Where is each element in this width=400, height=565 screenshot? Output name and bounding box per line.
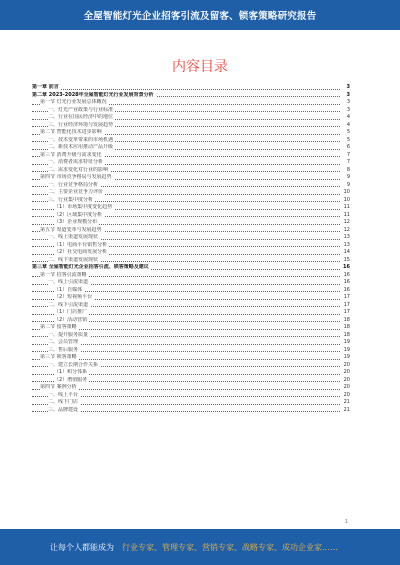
toc-entry-page: 13 bbox=[343, 234, 350, 240]
toc-entry[interactable] bbox=[32, 84, 350, 92]
toc-entry-text: （1）积分体系 bbox=[54, 369, 88, 375]
toc-entry-text: 第三节 锁客策略 bbox=[40, 354, 77, 360]
toc-entry[interactable] bbox=[32, 242, 350, 250]
toc-entry[interactable] bbox=[32, 219, 350, 227]
toc-entry-text: 二、线下引流渠道 bbox=[48, 301, 89, 308]
toc-entry-text: 三、售后服务 bbox=[48, 346, 79, 353]
toc-entry[interactable] bbox=[32, 354, 350, 362]
toc-entry-text: 第二章 2023-2028年全屋智能灯光行业发展背景分析 bbox=[32, 91, 154, 98]
toc-entry-page: 18 bbox=[343, 324, 350, 330]
toc-leader-dots bbox=[32, 89, 340, 90]
toc-entry-page: 20 bbox=[343, 384, 350, 390]
report-title: 全屋智能灯光企业招客引流及留客、锁客策略研究报告 bbox=[83, 11, 317, 22]
toc-entry[interactable] bbox=[32, 317, 350, 325]
toc-entry[interactable] bbox=[32, 249, 350, 257]
toc-entry-page: 16 bbox=[343, 286, 350, 293]
toc-entry-page: 19 bbox=[343, 354, 350, 360]
footer-slogan: 让每个人都能成为 bbox=[50, 542, 114, 552]
toc-entry-page: 17 bbox=[343, 301, 350, 308]
toc-entry[interactable] bbox=[32, 114, 350, 122]
toc-entry-page: 15 bbox=[343, 256, 350, 263]
toc-entry[interactable] bbox=[32, 107, 350, 115]
toc-entry-text: 二、需求变化对行业的影响 bbox=[48, 166, 109, 173]
toc-entry[interactable] bbox=[32, 272, 350, 280]
toc-entry[interactable] bbox=[32, 324, 350, 332]
toc-entry-text: 一、灯光产业政策与行业标准 bbox=[48, 106, 114, 113]
toc-entry[interactable] bbox=[32, 159, 350, 167]
toc-entry[interactable] bbox=[32, 227, 350, 235]
toc-entry[interactable] bbox=[32, 129, 350, 137]
toc-entry-text: 第二节 智能化技术进步影响 bbox=[40, 129, 102, 135]
toc-entry[interactable] bbox=[32, 377, 350, 385]
toc-entry-text: 一、行业竞争格局分析 bbox=[48, 181, 99, 188]
toc-entry-text: 一、建立长期合作关系 bbox=[48, 361, 99, 368]
toc-entry-text: 一、提升服务质量 bbox=[48, 331, 89, 338]
toc-entry-page: 19 bbox=[343, 339, 350, 345]
toc-entry-page: 12 bbox=[343, 219, 350, 225]
table-of-contents bbox=[32, 84, 350, 414]
toc-entry-text: （3）企业规模分布 bbox=[54, 219, 98, 225]
toc-entry[interactable] bbox=[32, 92, 350, 100]
toc-entry-page: 11 bbox=[343, 204, 350, 210]
toc-entry-page: 7 bbox=[346, 159, 350, 165]
toc-entry[interactable] bbox=[32, 369, 350, 377]
toc-entry[interactable] bbox=[32, 257, 350, 265]
toc-entry-page: 5 bbox=[346, 136, 350, 143]
toc-entry[interactable] bbox=[32, 399, 350, 407]
toc-entry[interactable] bbox=[32, 294, 350, 302]
toc-entry-page: 3 bbox=[346, 99, 350, 105]
toc-entry-text: 一、线上平台 bbox=[48, 391, 79, 398]
toc-entry-page: 18 bbox=[343, 316, 350, 323]
toc-entry-page: 3 bbox=[346, 106, 350, 113]
toc-entry-page: 14 bbox=[343, 249, 350, 255]
toc-entry-text: 第四节 案例分析 bbox=[40, 384, 77, 390]
toc-entry-text: 第一节 招客引流策略 bbox=[40, 271, 87, 278]
report-header-banner bbox=[0, 0, 400, 30]
toc-entry-page: 13 bbox=[343, 241, 350, 248]
toc-entry[interactable] bbox=[32, 144, 350, 152]
toc-entry[interactable] bbox=[32, 384, 350, 392]
toc-entry-page: 16 bbox=[343, 271, 350, 278]
toc-entry[interactable] bbox=[32, 332, 350, 340]
toc-entry-page: 9 bbox=[346, 181, 350, 188]
toc-entry-text: 二、新技术应用推动产品升级 bbox=[48, 144, 114, 150]
toc-entry[interactable] bbox=[32, 122, 350, 130]
toc-entry[interactable] bbox=[32, 339, 350, 347]
toc-entry-text: 第三章 全屋智能灯光企业招客引流、锁客策略及建议 bbox=[32, 264, 149, 270]
toc-entry-text: 二、会员管理 bbox=[48, 339, 79, 345]
toc-entry-text: 第五节 渠道变革与发展趋势 bbox=[40, 226, 102, 233]
toc-entry-page: 10 bbox=[343, 196, 350, 203]
footer-tags: 行业专家、管理专家、营销专家、战略专家、成功企业家…… bbox=[122, 542, 338, 552]
toc-entry-page: 20 bbox=[343, 369, 350, 375]
toc-entry-text: 一、技术变革带来的市场机遇 bbox=[48, 136, 114, 143]
toc-entry[interactable] bbox=[32, 264, 350, 272]
toc-entry[interactable] bbox=[32, 167, 350, 175]
toc-entry[interactable] bbox=[32, 212, 350, 220]
toc-entry-page: 21 bbox=[343, 406, 350, 413]
toc-entry[interactable] bbox=[32, 392, 350, 400]
toc-title: 内容目录 bbox=[172, 59, 228, 75]
toc-entry-page: 21 bbox=[343, 399, 350, 405]
toc-entry-text: （2）活动营销 bbox=[54, 316, 88, 323]
toc-entry-text: 三、品牌建设 bbox=[48, 406, 79, 413]
toc-entry-page: 18 bbox=[343, 331, 350, 338]
toc-entry-text: 第一章 前言 bbox=[32, 84, 59, 90]
toc-entry[interactable] bbox=[32, 197, 350, 205]
toc-entry-text: （2）增值服务 bbox=[54, 376, 88, 383]
toc-entry-text: （2）短视频平台 bbox=[54, 294, 93, 300]
toc-entry[interactable] bbox=[32, 182, 350, 190]
toc-entry-text: 二、线下渠道发展现状 bbox=[48, 256, 99, 263]
toc-entry-page: 12 bbox=[343, 226, 350, 233]
toc-entry-text: （1）自媒体 bbox=[54, 286, 83, 293]
page-number: 1 bbox=[344, 519, 348, 525]
toc-entry-text: （1）门店推广 bbox=[54, 309, 88, 315]
toc-entry[interactable] bbox=[32, 347, 350, 355]
toc-entry-page: 20 bbox=[343, 391, 350, 398]
toc-entry-text: 第四节 市场竞争格局与发展趋势 bbox=[40, 174, 112, 180]
toc-entry[interactable] bbox=[32, 287, 350, 295]
toc-entry-page: 16 bbox=[343, 279, 350, 285]
toc-entry-page: 5 bbox=[346, 129, 350, 135]
toc-entry[interactable] bbox=[32, 99, 350, 107]
toc-entry[interactable] bbox=[32, 189, 350, 197]
toc-entry-text: 三、行业经济环境与发展趋势 bbox=[48, 121, 114, 128]
toc-entry-text: 一、线上渠道发展现状 bbox=[48, 234, 99, 240]
toc-entry-page: 6 bbox=[346, 144, 350, 150]
toc-entry-text: （2）社交电商发展分析 bbox=[54, 249, 108, 255]
toc-entry-text: 第一节 灯光行业发展总体概况 bbox=[40, 99, 107, 105]
toc-entry[interactable] bbox=[32, 302, 350, 310]
toc-entry-page: 7 bbox=[346, 151, 350, 158]
toc-entry-page: 17 bbox=[343, 309, 350, 315]
toc-entry[interactable] bbox=[32, 309, 350, 317]
toc-entry[interactable] bbox=[32, 174, 350, 182]
toc-entry-page: 4 bbox=[346, 114, 350, 120]
toc-entry-text: 一、线上引流渠道 bbox=[48, 279, 89, 285]
toc-entry[interactable] bbox=[32, 204, 350, 212]
toc-entry-page: 20 bbox=[343, 376, 350, 383]
toc-entry[interactable] bbox=[32, 152, 350, 160]
toc-entry-page: 10 bbox=[343, 189, 350, 195]
toc-entry-page: 11 bbox=[343, 211, 350, 218]
toc-entry-page: 19 bbox=[343, 346, 350, 353]
toc-entry[interactable] bbox=[32, 279, 350, 287]
toc-entry-text: 第二节 留客策略 bbox=[40, 324, 77, 330]
toc-entry[interactable] bbox=[32, 362, 350, 370]
footer-banner bbox=[0, 529, 400, 565]
toc-entry[interactable] bbox=[32, 407, 350, 415]
toc-entry-page: 3 bbox=[346, 84, 350, 90]
toc-entry-text: 三、行业集中度分析 bbox=[48, 196, 94, 203]
toc-entry-text: （1）市场集中度变化趋势 bbox=[54, 204, 113, 210]
toc-entry-page: 20 bbox=[343, 361, 350, 368]
toc-entry[interactable] bbox=[32, 234, 350, 242]
toc-entry-page: 9 bbox=[346, 174, 350, 180]
toc-entry-text: （1）电商平台销售分析 bbox=[54, 241, 108, 248]
toc-entry-text: 一、消费者需求特征分析 bbox=[48, 159, 104, 165]
toc-entry-text: 二、线下门店 bbox=[48, 399, 79, 405]
toc-entry-text: 第三节 消费升级与需求变化 bbox=[40, 151, 102, 158]
toc-entry-text: （2）区域集中度分析 bbox=[54, 211, 103, 218]
toc-entry-text: 二、主要企业竞争力评价 bbox=[48, 189, 104, 195]
toc-entry-page: 16 bbox=[343, 264, 350, 270]
toc-entry-text: 二、行业在国民经济中的地位 bbox=[48, 114, 114, 120]
toc-entry[interactable] bbox=[32, 137, 350, 145]
toc-entry-page: 17 bbox=[343, 294, 350, 300]
toc-entry-page: 4 bbox=[346, 121, 350, 128]
toc-entry-page: 3 bbox=[346, 91, 350, 98]
toc-entry-page: 8 bbox=[346, 166, 350, 173]
